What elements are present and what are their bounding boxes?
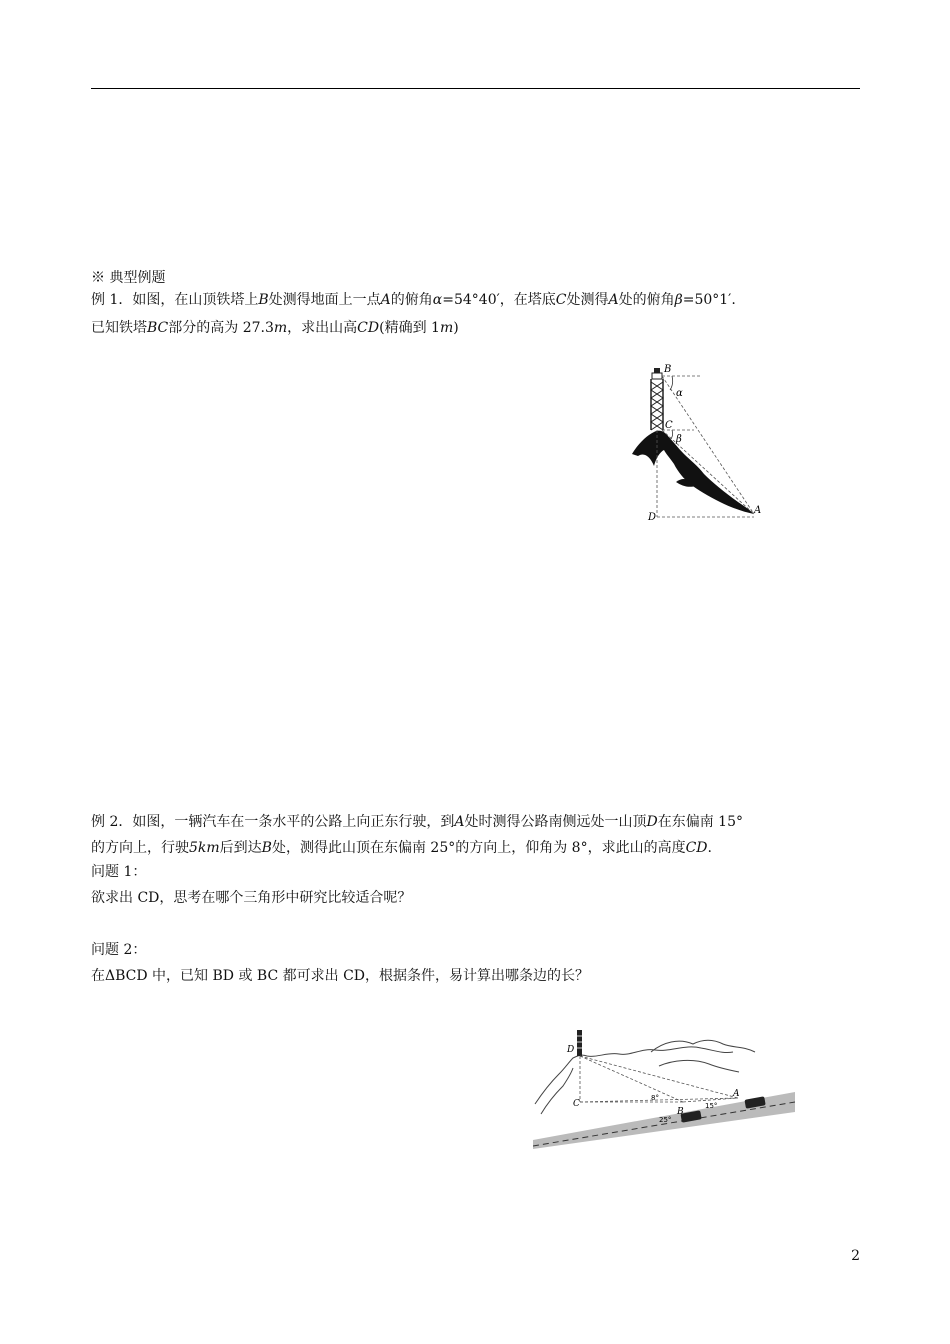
question1-text: 欲求出 CD，思考在哪个三角形中研究比较适合呢？: [91, 890, 412, 906]
ex2-CD: CD: [685, 840, 708, 856]
ex2-l2-a: 的方向上，行驶: [91, 840, 189, 856]
ex1-CD: CD: [357, 320, 380, 336]
example1-line2: [91, 318, 459, 338]
ex1-l1-f: 处的俯角: [618, 292, 675, 308]
fig1-label-C: C: [665, 420, 673, 431]
ex1-alpha: α: [432, 292, 443, 308]
ex2-point-D: D: [646, 814, 658, 830]
figure-tower-mountain: [628, 362, 763, 522]
header-rule: [91, 88, 860, 89]
ex1-l2-b: 部分的高为 27.3: [168, 320, 274, 336]
ex1-point-A: A: [380, 292, 391, 308]
ex1-l1-g: =50°1′.: [682, 292, 736, 308]
tower-icon: [651, 368, 663, 430]
ex1-point-C: C: [555, 292, 567, 308]
ex2-l1-b: 处时测得公路南侧远处一山顶: [464, 814, 647, 830]
mountain-shape: [632, 431, 754, 514]
fig1-label-alpha: α: [676, 388, 683, 399]
fig1-label-B: B: [664, 364, 672, 375]
ex1-l1-a: 例 1．如图，在山顶铁塔上: [91, 292, 259, 308]
ex1-l2-e: ): [453, 320, 459, 336]
fig2-angle-15: 15°: [705, 1102, 718, 1110]
fig2-label-A: A: [733, 1089, 740, 1099]
fig2-angle-8: 8°: [651, 1094, 659, 1102]
ex2-point-A: A: [454, 814, 465, 830]
ex2-l2-c: 处，测得此山顶在东偏南 25°的方向上，仰角为 8°，求此山的高度: [271, 840, 686, 856]
ex1-l1-d: =54°40′，在塔底: [442, 292, 556, 308]
ex1-l2-d: (精确到 1: [379, 320, 440, 336]
ex1-unit-m: m: [273, 320, 288, 336]
ex1-beta: β: [674, 292, 683, 308]
fig2-label-B: B: [677, 1107, 684, 1117]
ex2-distance: 5km: [189, 840, 220, 856]
ex1-point-A2: A: [608, 292, 619, 308]
section-heading: ※ 典型例题: [91, 270, 166, 286]
question2-title: 问题 2：: [91, 942, 147, 958]
fig1-label-beta: β: [676, 434, 682, 445]
fig1-label-A: A: [754, 505, 762, 516]
figure-car-road: [533, 1022, 795, 1149]
ex2-point-B: B: [261, 840, 272, 856]
question2-text: 在ΔBCD 中，已知 BD 或 BC 都可求出 CD，根据条件，易计算出哪条边的长？: [91, 968, 590, 984]
ex1-unit-m2: m: [439, 320, 454, 336]
example2-line1: [91, 812, 743, 832]
fig2-label-D: D: [567, 1045, 575, 1055]
ex1-l1-c: 的俯角: [390, 292, 433, 308]
ex1-l2-c: ，求出山高: [287, 320, 358, 336]
ex1-point-B: B: [258, 292, 269, 308]
fig2-angle-25: 25°: [659, 1116, 672, 1124]
ex1-l1-b: 处测得地面上一点: [268, 292, 381, 308]
fig1-label-D: D: [648, 512, 657, 522]
example1-line1: [91, 290, 736, 310]
ex2-l2-d: .: [707, 840, 712, 856]
example2-line2: [91, 838, 712, 858]
ex1-BC: BC: [147, 320, 169, 336]
tower-icon: [575, 1030, 584, 1056]
fig2-label-C: C: [573, 1099, 580, 1109]
ex2-l2-b: 后到达: [219, 840, 262, 856]
question1-title: 问题 1：: [91, 864, 147, 880]
ex2-l1-c: 在东偏南 15°: [657, 814, 743, 830]
page-number: 2: [851, 1248, 860, 1264]
ex1-l2-a: 已知铁塔: [91, 320, 147, 336]
ex1-l1-e: 处测得: [566, 292, 609, 308]
ex2-l1-a: 例 2．如图，一辆汽车在一条水平的公路上向正东行驶，到: [91, 814, 455, 830]
